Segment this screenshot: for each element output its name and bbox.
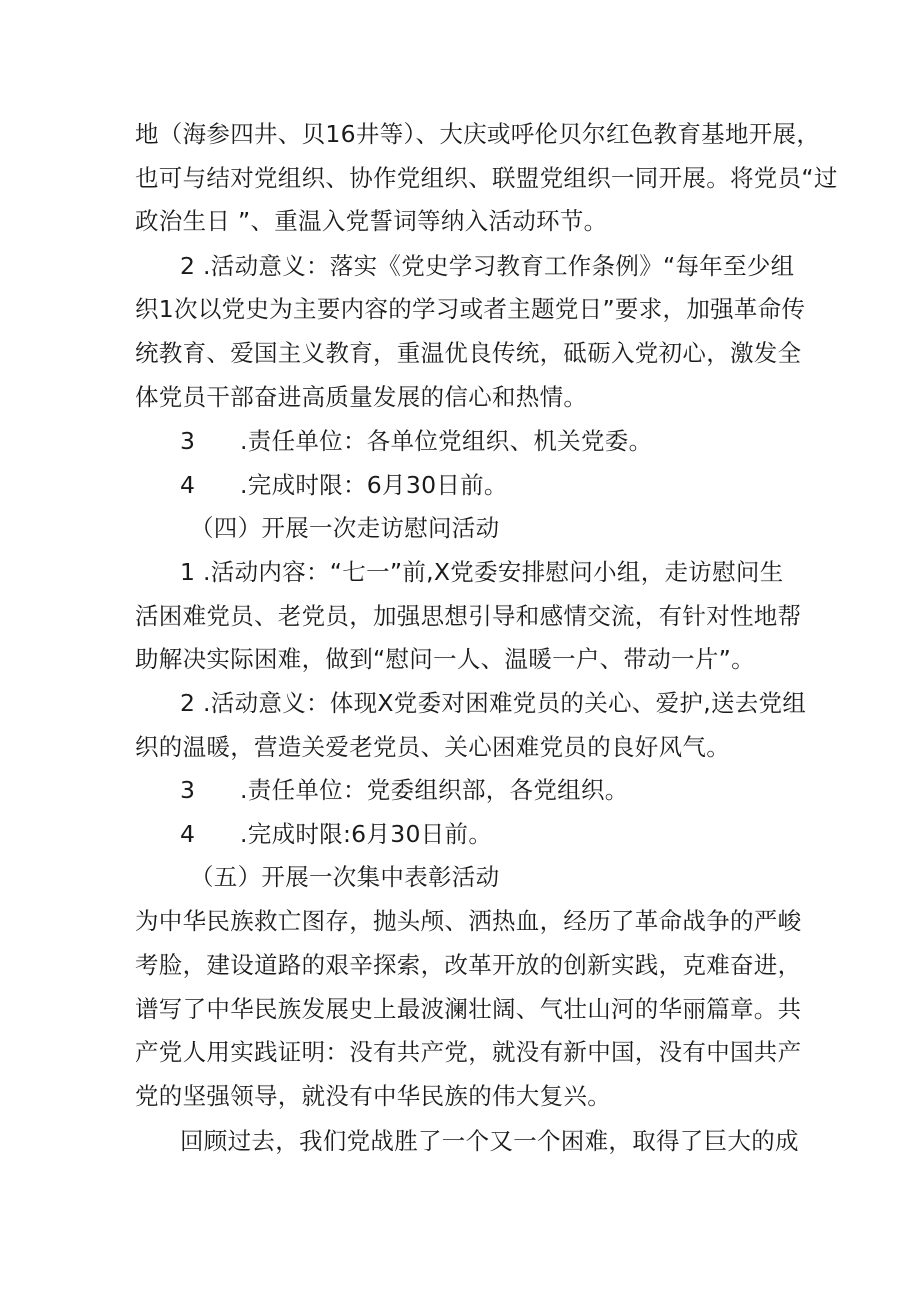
text-line — [0, 639, 920, 679]
text-line — [0, 1121, 920, 1161]
text-line — [0, 1076, 920, 1116]
text-line — [0, 1032, 920, 1072]
line-text: 2 .活动意义：落实《党史学习教育工作条例》“每年至少组 — [180, 252, 795, 280]
text-line — [0, 945, 920, 985]
item-number: 3 — [180, 776, 196, 804]
line-text: .完成时限：6月30日前。 — [240, 471, 508, 499]
text-line — [0, 989, 920, 1029]
line-text: 为中华民族救亡图存，抛头颅、洒热血，经历了革命战争的严峻 — [135, 907, 802, 935]
line-text: 也可与结对党组织、协作党组织、联盟党组织一同开展。将党员“过 — [135, 164, 838, 192]
text-line — [0, 814, 920, 854]
text-line — [0, 552, 920, 592]
line-text: 谱写了中华民族发展史上最波澜壮阔、气壮山河的华丽篇章。共 — [135, 995, 802, 1023]
line-text: 地（海参四井、贝16井等）、大庆或呼伦贝尔红色教育基地开展， — [135, 120, 821, 148]
text-line — [0, 727, 920, 767]
text-line — [0, 421, 920, 461]
line-text: .完成时限:6月30日前。 — [240, 820, 493, 848]
line-text: 助解决实际困难，做到“慰问一人、温暖一户、带动一片”。 — [135, 645, 755, 673]
text-line — [0, 114, 920, 154]
heading-text: （四）开展一次走访慰问活动 — [190, 514, 500, 542]
line-text: 织1次以党史为主要内容的学习或者主题党日”要求，加强革命传 — [135, 295, 806, 323]
text-line — [0, 158, 920, 198]
text-line — [0, 465, 920, 505]
text-line — [0, 377, 920, 417]
item-number: 4 — [180, 820, 196, 848]
section-heading — [0, 508, 920, 548]
line-text: 考脸，建设道路的艰辛探索，改革开放的创新实践，克难奋进， — [135, 951, 802, 979]
text-line — [0, 289, 920, 329]
section-heading — [0, 857, 920, 897]
line-text: .责任单位：各单位党组织、机关党委。 — [240, 427, 653, 455]
line-text: 1 .活动内容：“七一”前,X党委安排慰问小组，走访慰问生 — [180, 558, 784, 586]
text-line — [0, 901, 920, 941]
line-text: 政治生日 ”、重温入党誓词等纳入活动环节。 — [135, 207, 608, 235]
text-line — [0, 683, 920, 723]
item-number: 3 — [180, 427, 196, 455]
line-text: 织的温暖，营造关爱老党员、关心困难党员的良好风气。 — [135, 733, 730, 761]
item-number: 4 — [180, 471, 196, 499]
line-text: 2 .活动意义：体现X党委对困难党员的关心、爱护,送去党组 — [180, 689, 807, 717]
heading-text: （五）开展一次集中表彰活动 — [190, 863, 500, 891]
text-line — [0, 333, 920, 373]
text-line — [0, 201, 920, 241]
line-text: 回顾过去，我们党战胜了一个又一个困难，取得了巨大的成 — [180, 1127, 799, 1155]
line-text: 体党员干部奋进高质量发展的信心和热情。 — [135, 383, 588, 411]
line-text: 产党人用实践证明：没有共产党，就没有新中国，没有中国共产 — [135, 1038, 802, 1066]
line-text: .责任单位：党委组织部，各党组织。 — [240, 776, 629, 804]
text-line — [0, 596, 920, 636]
line-text: 党的坚强领导，就没有中华民族的伟大复兴。 — [135, 1082, 611, 1110]
line-text: 统教育、爱国主义教育，重温优良传统，砥砺入党初心，激发全 — [135, 339, 802, 367]
text-line — [0, 246, 920, 286]
text-line — [0, 770, 920, 810]
line-text: 活困难党员、老党员，加强思想引导和感情交流，有针对性地帮 — [135, 602, 802, 630]
